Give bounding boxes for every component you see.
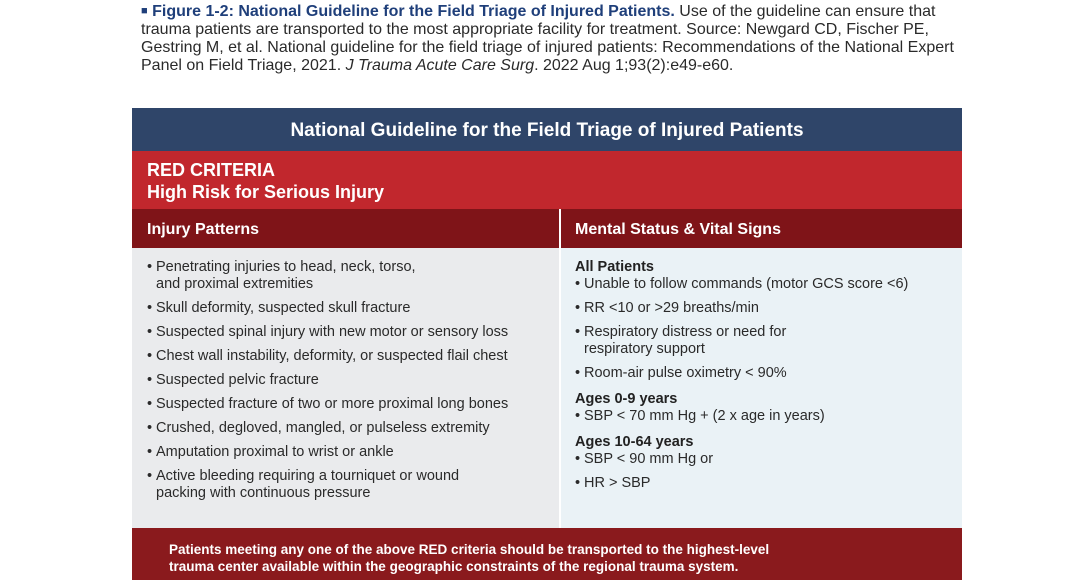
panel-title: National Guideline for the Field Triage of Injured Patients bbox=[132, 108, 962, 151]
vital-group-list bbox=[575, 276, 962, 382]
injury-pattern-item: • Suspected fracture of two or more proximal long bones bbox=[147, 396, 559, 413]
criteria-columns bbox=[132, 248, 962, 528]
red-criteria-band bbox=[132, 151, 962, 209]
footer-line-2: trauma center available within the geographic constraints of the regional trauma system. bbox=[169, 559, 739, 574]
caption-citation: . 2022 Aug 1;93(2):e49-e60. bbox=[534, 57, 734, 74]
injury-pattern-item: • Penetrating injuries to head, neck, torso, and proximal extremities bbox=[147, 259, 559, 293]
triage-guideline-panel bbox=[132, 108, 962, 580]
vital-signs-column bbox=[561, 248, 962, 528]
vital-sign-item: • Respiratory distress or need for respiratory support bbox=[575, 324, 962, 358]
footer-line-1: Patients meeting any one of the above RED criteria should be transported to the highest-level bbox=[169, 542, 770, 557]
injury-pattern-item: • Suspected pelvic fracture bbox=[147, 372, 559, 389]
figure-label: Figure 1-2: National Guideline for the Field Triage of Injured Patients. bbox=[152, 3, 675, 20]
vital-group-label: Ages 10-64 years bbox=[575, 434, 694, 450]
vital-sign-item: • RR <10 or >29 breaths/min bbox=[575, 300, 962, 317]
journal-name: J Trauma Acute Care Surg bbox=[345, 57, 535, 74]
vital-sign-item: • SBP < 70 mm Hg + (2 x age in years) bbox=[575, 408, 962, 425]
column-headers bbox=[132, 209, 962, 248]
caption-text: Use of the guideline can ensure that trauma patients are transported to the most appropriate facility for treatment. Source: Newgard CD, Fischer PE, Gestring M, et al. National guideline for the field triage of injured patients: Recommendations of the National Expert Panel on Field Triage, 2021. bbox=[141, 3, 954, 74]
vital-sign-item: • Unable to follow commands (motor GCS score <6) bbox=[575, 276, 962, 293]
injury-pattern-item: • Skull deformity, suspected skull fracture bbox=[147, 300, 559, 317]
vital-group-list bbox=[575, 451, 962, 492]
injury-pattern-item: • Active bleeding requiring a tourniquet or wound packing with continuous pressure bbox=[147, 468, 559, 502]
vital-group bbox=[575, 259, 962, 382]
injury-pattern-item: • Chest wall instability, deformity, or suspected flail chest bbox=[147, 348, 559, 365]
injury-patterns-header: Injury Patterns bbox=[132, 209, 561, 248]
vital-group-list bbox=[575, 408, 962, 425]
vital-group-label: All Patients bbox=[575, 259, 654, 275]
injury-patterns-list bbox=[147, 259, 559, 502]
bullet-square-icon: ■ bbox=[141, 5, 148, 17]
vital-group bbox=[575, 434, 962, 492]
vital-group bbox=[575, 391, 962, 425]
injury-pattern-item: • Amputation proximal to wrist or ankle bbox=[147, 444, 559, 461]
injury-patterns-column bbox=[132, 248, 561, 528]
vital-sign-item: • SBP < 90 mm Hg or bbox=[575, 451, 962, 468]
injury-pattern-item: • Suspected spinal injury with new motor or sensory loss bbox=[147, 324, 559, 341]
vital-group-label: Ages 0-9 years bbox=[575, 391, 678, 407]
injury-pattern-item: • Crushed, degloved, mangled, or pulseless extremity bbox=[147, 420, 559, 437]
vital-sign-item: • HR > SBP bbox=[575, 475, 962, 492]
criteria-title: RED CRITERIA bbox=[147, 160, 276, 180]
vital-sign-item: • Room-air pulse oximetry < 90% bbox=[575, 365, 962, 382]
vital-signs-header: Mental Status & Vital Signs bbox=[575, 221, 781, 238]
figure-caption bbox=[141, 2, 971, 75]
transport-instruction bbox=[132, 528, 962, 580]
criteria-subtitle: High Risk for Serious Injury bbox=[147, 182, 385, 202]
